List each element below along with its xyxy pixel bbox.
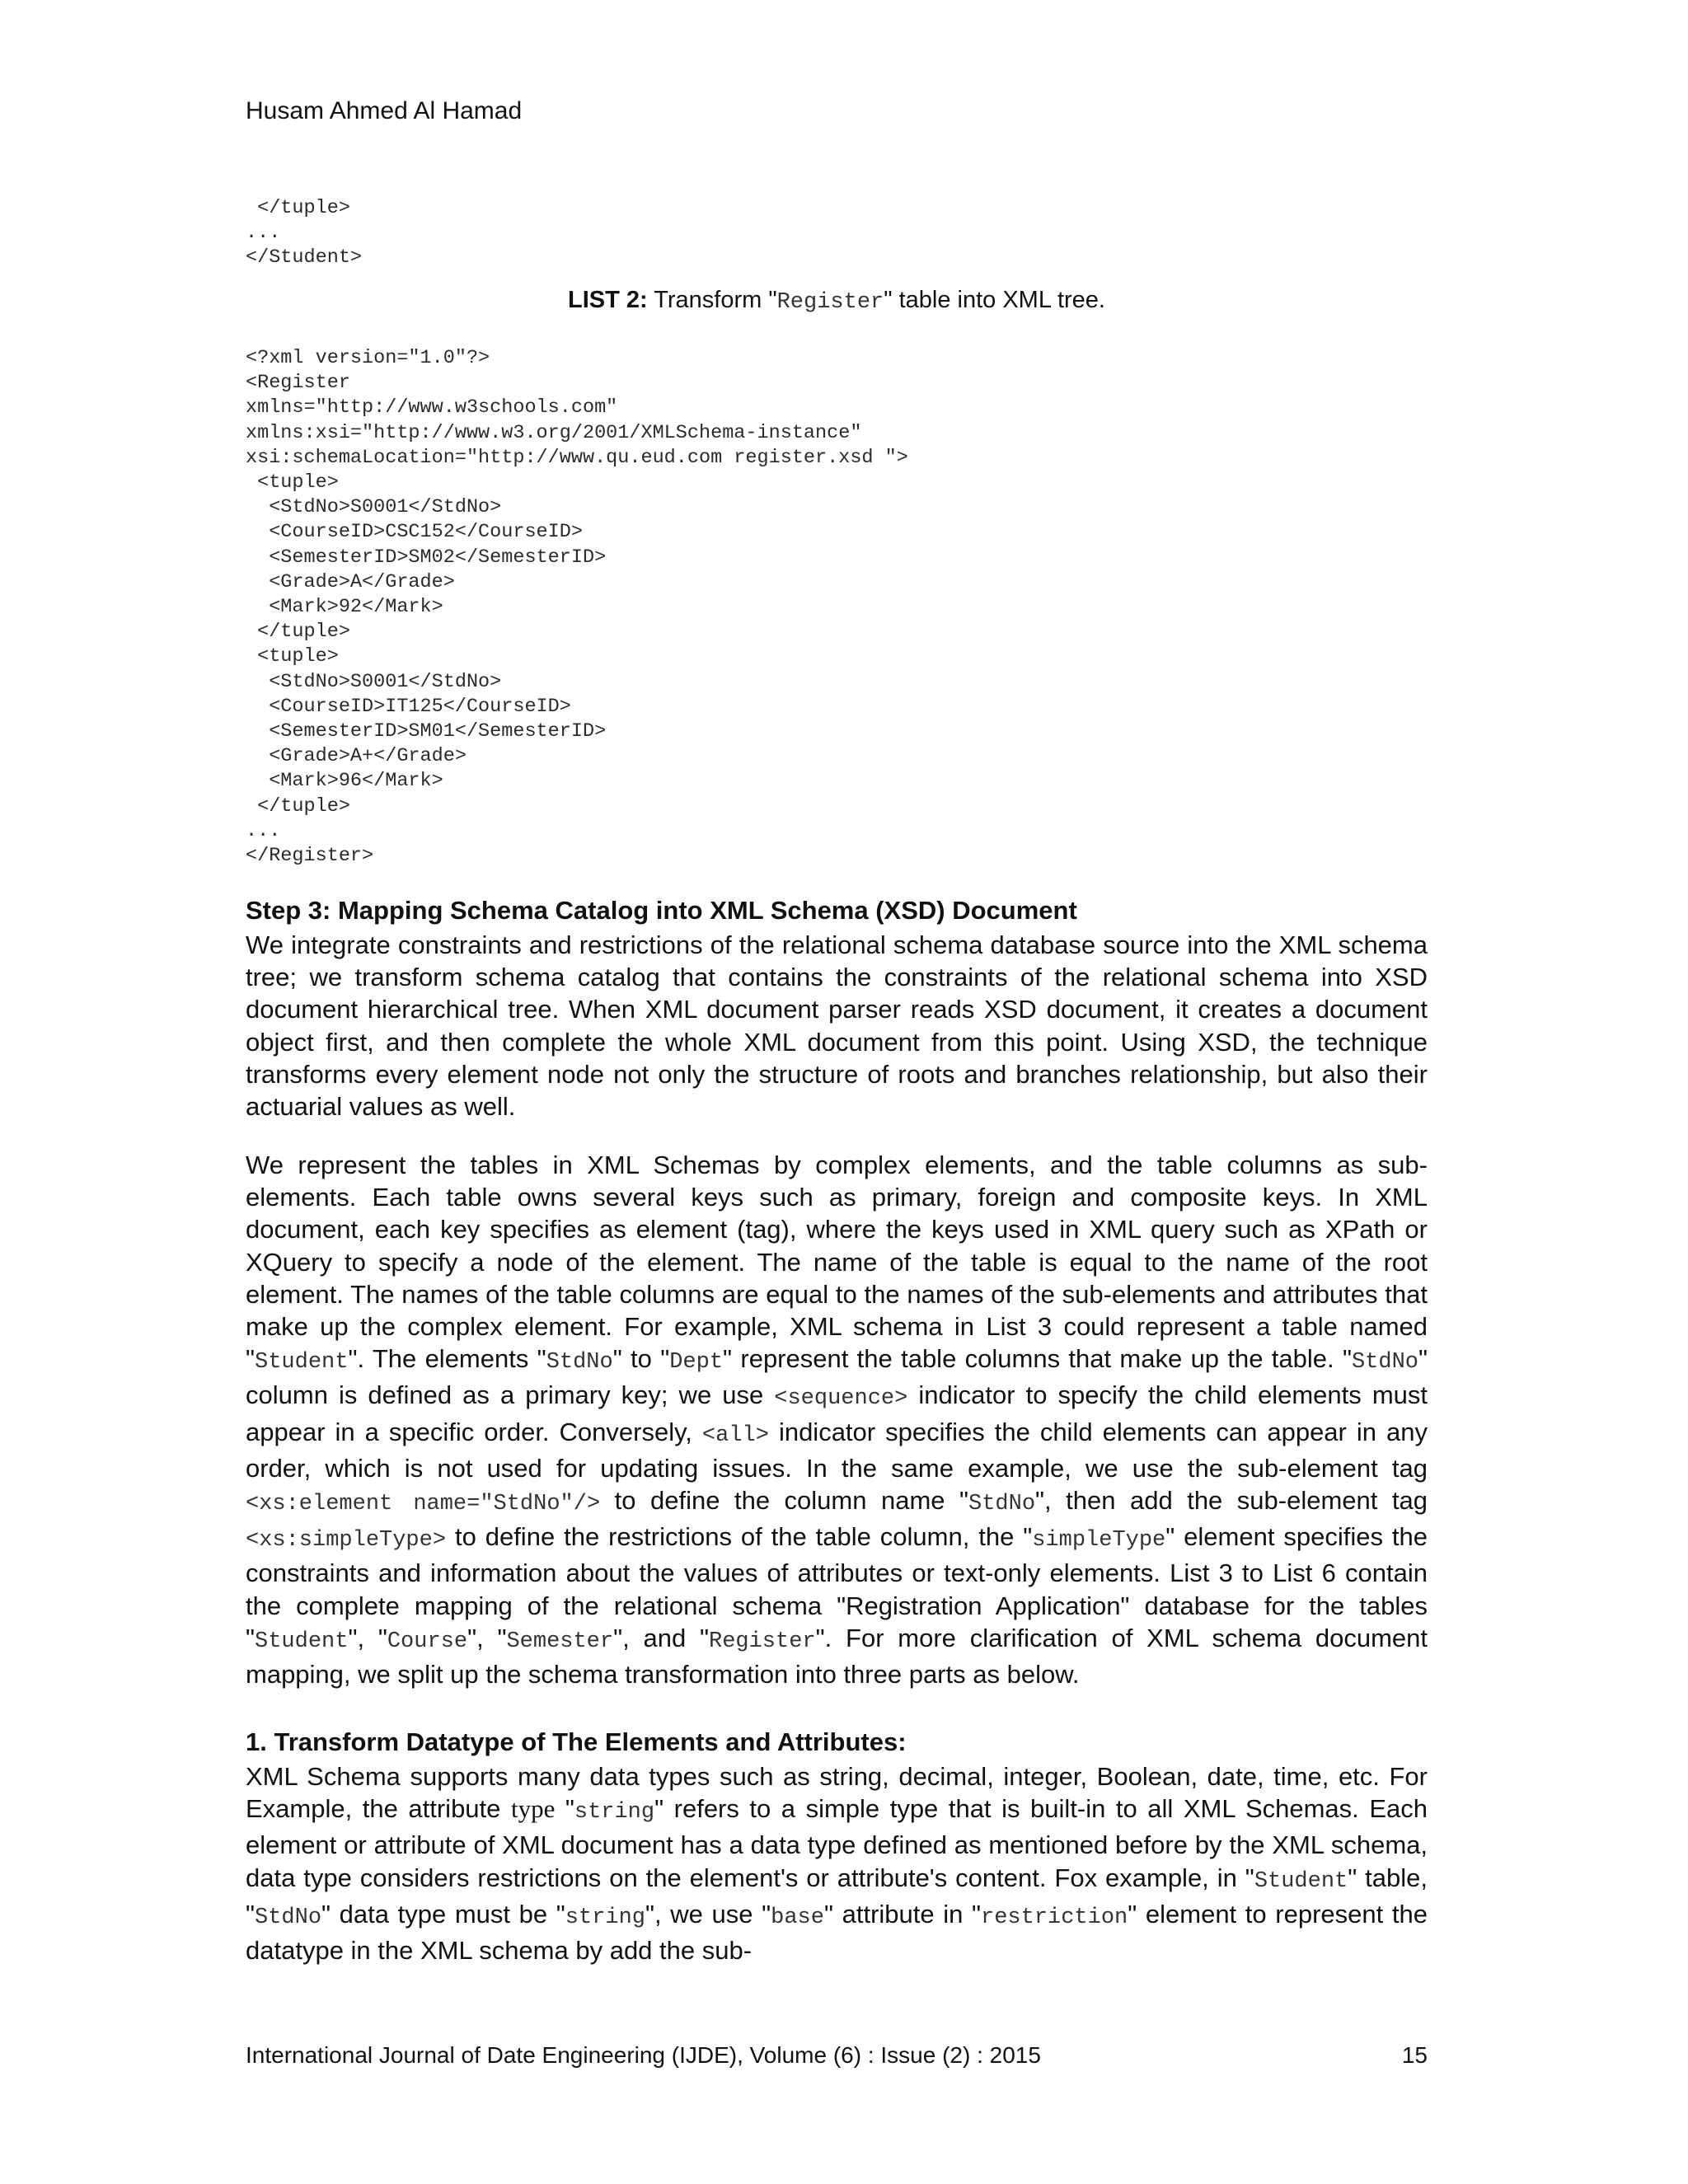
code-line: <Mark>92</Mark>: [246, 596, 443, 619]
inline-code: StdNo: [1351, 1350, 1418, 1376]
text-run: " attribute in ": [823, 1899, 982, 1929]
text-run: We represent the tables in XML Schemas by complex elements, and the table columns as sub-elements. Each table owns several keys such as primary, foreign and composite keys. In XML document, each key specifies as element (tag), where the keys used in XML query such as XPath or XQuery to specify a node of the element. The name of the table is equal to the name of the root element. The names of the table columns are equal to the names of the sub-elements and attributes that make up the complex element. For example, XML schema in List 3 could represent a table named ": [246, 1151, 1428, 1374]
step3-heading: Step 3: Mapping Schema Catalog into XML Schema (XSD) Document: [246, 896, 1077, 925]
inline-code: simpleType: [1032, 1528, 1166, 1554]
code-line: <Grade>A+</Grade>: [246, 745, 467, 768]
page-number: 15: [1401, 2042, 1428, 2068]
text-run: to define the column name ": [600, 1486, 969, 1516]
code-line: <SemesterID>SM02</SemesterID>: [246, 546, 607, 569]
code-line: </tuple>: [246, 621, 350, 644]
text-run: ", ": [348, 1623, 387, 1652]
code-line: ...: [246, 819, 281, 842]
inline-code: Course: [387, 1629, 468, 1654]
code-line: </tuple>: [246, 197, 350, 219]
code-line: <CourseID>IT125</CourseID>: [246, 695, 571, 718]
caption-text: " table into XML tree.: [884, 287, 1105, 313]
inline-code: Student: [255, 1350, 349, 1376]
code-line: <StdNo>S0001</StdNo>: [246, 496, 502, 519]
inline-code: Dept: [669, 1350, 724, 1376]
list2-caption: [246, 287, 1428, 315]
inline-code: <all>: [701, 1422, 769, 1448]
code-line: <CourseID>CSC152</CourseID>: [246, 521, 583, 544]
code-line: ...: [246, 222, 281, 245]
text-run: " represent the table columns that make up the table. ": [723, 1344, 1352, 1374]
running-header-author: Husam Ahmed Al Hamad: [246, 97, 523, 124]
text-run: indicator specifies the child elements can appear in any order, which is not used for updating issues. In the same example, we use the sub-element tag: [246, 1417, 1428, 1483]
inline-code: <sequence>: [774, 1386, 908, 1412]
code-line: <Grade>A</Grade>: [246, 570, 455, 593]
inline-code: base: [771, 1905, 824, 1930]
inline-code: StdNo: [968, 1492, 1036, 1517]
text-run: ". The elements ": [348, 1344, 546, 1374]
code-line: </Register>: [246, 845, 374, 868]
text-run: ". For more clarification of XML schema document mapping, we split up the schema transformation into three parts as below.: [246, 1623, 1428, 1690]
inline-code: <xs:element name="StdNo"/>: [246, 1492, 601, 1517]
section1-heading: 1. Transform Datatype of The Elements and Attributes:: [246, 1727, 907, 1756]
code-block-list2: [246, 346, 908, 869]
code-line: <SemesterID>SM01</SemesterID>: [246, 720, 607, 743]
code-line: <StdNo>S0001</StdNo>: [246, 670, 502, 693]
code-line: </tuple>: [246, 794, 350, 818]
text-run: " element specifies the constraints and information about the values of attributes or text-only elements. List 3 to List 6 contain the complete mapping of the relational schema "Registration Application" database for the tables ": [246, 1522, 1428, 1652]
section1-paragraph: [246, 1760, 1428, 1966]
code-block-list1-end: [246, 196, 362, 271]
text-run: " refers to a simple type that is built-in to all XML Schemas. Each element or attribute of XML document has a data type defined as mentioned before by the XML schema, data type considers restrictions on the element's or attribute's content. Fox example, in ": [246, 1794, 1428, 1892]
text-run: indicator to specify the child elements must appear in a specific order. Conversely,: [246, 1380, 1428, 1446]
code-line: </Student>: [246, 246, 363, 269]
inline-code: Student: [1254, 1868, 1348, 1894]
code-line: <?xml version="1.0"?>: [246, 347, 490, 369]
text-run: ", and ": [613, 1623, 709, 1652]
inline-code: StdNo: [546, 1350, 613, 1376]
text-run: " to ": [612, 1344, 670, 1374]
inline-code: Semester: [506, 1629, 614, 1654]
inline-term: type: [510, 1794, 556, 1824]
code-line: <tuple>: [246, 645, 339, 668]
step3-paragraph-2: [246, 1149, 1428, 1690]
text-run: ": [555, 1794, 574, 1824]
text-run: to define the restrictions of the table column, the ": [446, 1522, 1033, 1552]
text-run: " element to represent the datatype in the XML schema by add the sub-: [246, 1899, 1428, 1966]
inline-code: string: [565, 1905, 646, 1930]
text-run: ", we use ": [645, 1899, 771, 1929]
text-run: ", then add the sub-element tag: [1035, 1486, 1428, 1516]
text-run: " column is defined as a primary key; we use: [246, 1344, 1428, 1410]
text-run: " table, ": [246, 1863, 1428, 1929]
text-run: " data type must be ": [321, 1899, 565, 1929]
caption-label: LIST 2:: [568, 287, 648, 313]
text-run: XML Schema supports many data types such as string, decimal, integer, Boolean, date, time, etc. For Example, the attribute: [246, 1762, 1428, 1824]
inline-code: <xs:simpleType>: [246, 1528, 447, 1554]
footer-journal: International Journal of Date Engineering (IJDE), Volume (6) : Issue (2) : 2015: [246, 2042, 1041, 2068]
inline-code: string: [574, 1800, 655, 1825]
caption-text: Transform ": [647, 287, 777, 313]
code-line: <Register: [246, 372, 350, 395]
code-line: <tuple>: [246, 471, 339, 494]
inline-code: Student: [255, 1629, 349, 1654]
code-line: xmlns:xsi="http://www.w3.org/2001/XMLSchema-instance": [246, 421, 862, 444]
step3-paragraph-1: We integrate constraints and restrictions of the relational schema database source into the XML schema tree; we transform schema catalog that contains the constraints of the relational schema into XSD document hierarchical tree. When XML document parser reads XSD document, it creates a document object first, and then complete the whole XML document from this point. Using XSD, the technique transforms every element node not only the structure of roots and branches relationship, but also their actuarial values as well.: [246, 930, 1428, 1122]
text-run: ", ": [467, 1623, 507, 1652]
code-line: xsi:schemaLocation="http://www.qu.eud.com register.xsd ">: [246, 446, 908, 469]
code-line: xmlns="http://www.w3schools.com": [246, 396, 618, 419]
caption-code: Register: [776, 290, 884, 315]
inline-code: Register: [709, 1629, 816, 1654]
code-line: <Mark>96</Mark>: [246, 770, 443, 793]
inline-code: restriction: [981, 1905, 1128, 1930]
inline-code: StdNo: [255, 1905, 322, 1930]
